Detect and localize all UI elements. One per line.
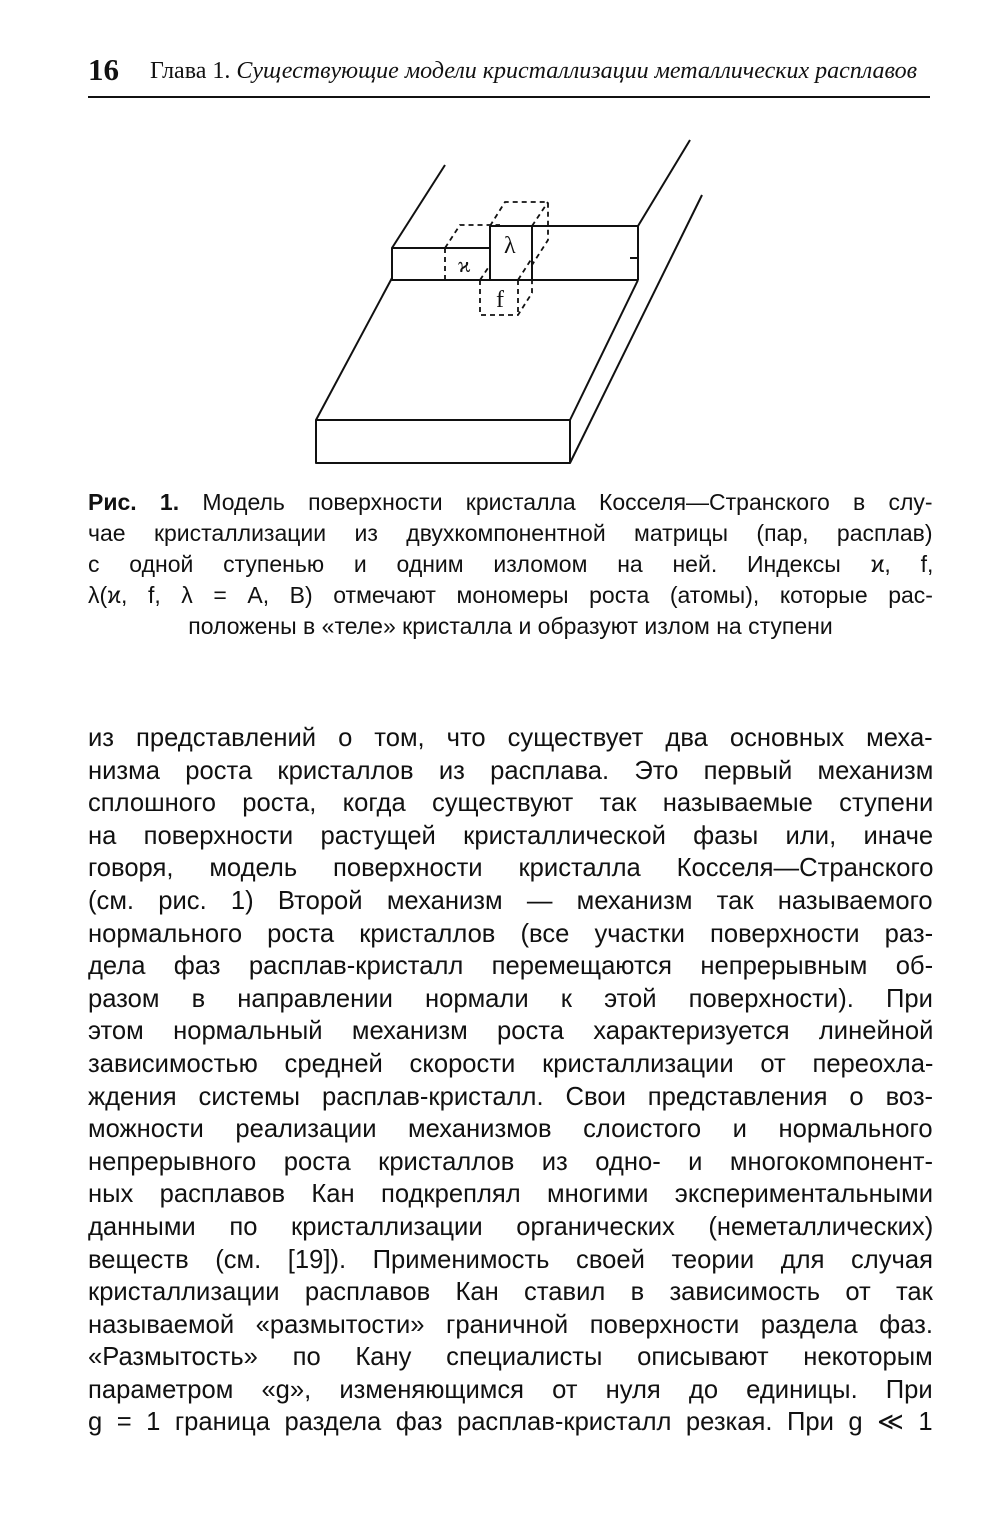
- body-line: нормального роста кристаллов (все участки поверхности раз-: [88, 919, 933, 948]
- chapter-label: Глава 1.: [150, 58, 231, 84]
- chapter-title: Существующие модели кристаллизации металлических расплавов: [236, 58, 918, 84]
- caption-line: λ(ϰ, f, λ = A, B) отмечают мономеры роста (атомы), которые рас-: [88, 582, 933, 608]
- body-line: (см. рис. 1) Второй механизм — механизм так называемого: [88, 886, 933, 915]
- f-label: f: [496, 287, 504, 313]
- body-paragraph: [88, 722, 933, 1439]
- caption-line: чае кристаллизации из двухкомпонентной матрицы (пар, расплав): [88, 520, 933, 546]
- f-cube-outline: [480, 265, 532, 315]
- body-line: низма роста кристаллов из расплава. Это первый механизм: [88, 756, 933, 785]
- body-line: сплошного роста, когда существуют так называемые ступени: [88, 789, 933, 818]
- body-line: разом в направлении нормали к этой поверхности). При: [88, 984, 933, 1013]
- body-line: ных расплавов Кан подкреплял многими экспериментальными: [88, 1180, 933, 1209]
- body-line: из представлений о том, что существует два основных меха-: [88, 724, 933, 752]
- caption-line: Рис. 1. Модель поверхности кристалла Косселя—Странского в слу-: [88, 489, 933, 515]
- body-line: параметром «g», изменяющимся от нуля до единицы. При: [88, 1375, 933, 1404]
- slab-right-side: [570, 195, 702, 463]
- body-line: этом нормальный механизм роста характеризуется линейной: [88, 1017, 933, 1046]
- slab-left-edge: [316, 278, 392, 420]
- body-line: непрерывного роста кристаллов из одно- и многокомпонент-: [88, 1147, 933, 1176]
- body-line: веществ (см. [19]). Применимость своей теории для случая: [88, 1245, 933, 1274]
- step-front-face: [392, 248, 490, 280]
- body-line: «Размытость» по Кану специалисты описывают некоторым: [88, 1343, 933, 1372]
- slab-front-face: [316, 420, 570, 463]
- body-line: зависимостью средней скорости кристаллизации от переохла-: [88, 1049, 933, 1078]
- body-line: ждения системы расплав-кристалл. Свои представления о воз-: [88, 1082, 933, 1111]
- body-line: кристаллизации расплавов Кан ставил в зависимость от так: [88, 1278, 933, 1307]
- body-line: называемой «размытости» граничной поверхности раздела фаз.: [88, 1310, 933, 1339]
- chapter-heading: [150, 58, 917, 85]
- caption-line: положены в «теле» кристалла и образуют излом на ступени: [188, 613, 833, 639]
- body-line: данными по кристаллизации органических (неметаллических): [88, 1212, 933, 1241]
- step-left-edge: [392, 165, 445, 248]
- slab-right-edge: [570, 280, 638, 420]
- body-line: на поверхности растущей кристаллической фазы или, иначе: [88, 821, 933, 850]
- kossel-stranski-crystal-diagram: [300, 130, 720, 470]
- lambda-label: λ: [504, 233, 516, 259]
- body-line: дела фаз расплав-кристалл перемещаются непрерывным об-: [88, 952, 933, 981]
- page-number: 16: [88, 52, 119, 87]
- step-right-edge: [638, 140, 690, 226]
- figure-caption: [88, 487, 933, 642]
- caption-line: с одной ступенью и одним изломом на ней. Индексы ϰ, f,: [88, 551, 933, 577]
- body-line: можности реализации механизмов слоистого и нормального: [88, 1115, 933, 1144]
- kappa-label: ϰ: [458, 252, 471, 277]
- running-header: [88, 52, 930, 98]
- body-line: g = 1 граница раздела фаз расплав-кристалл резкая. При g ≪ 1: [88, 1408, 933, 1437]
- body-line: говоря, модель поверхности кристалла Косселя—Странского: [88, 854, 933, 883]
- figure-label: Рис. 1.: [88, 489, 180, 515]
- lambda-cube-outline: [490, 202, 548, 265]
